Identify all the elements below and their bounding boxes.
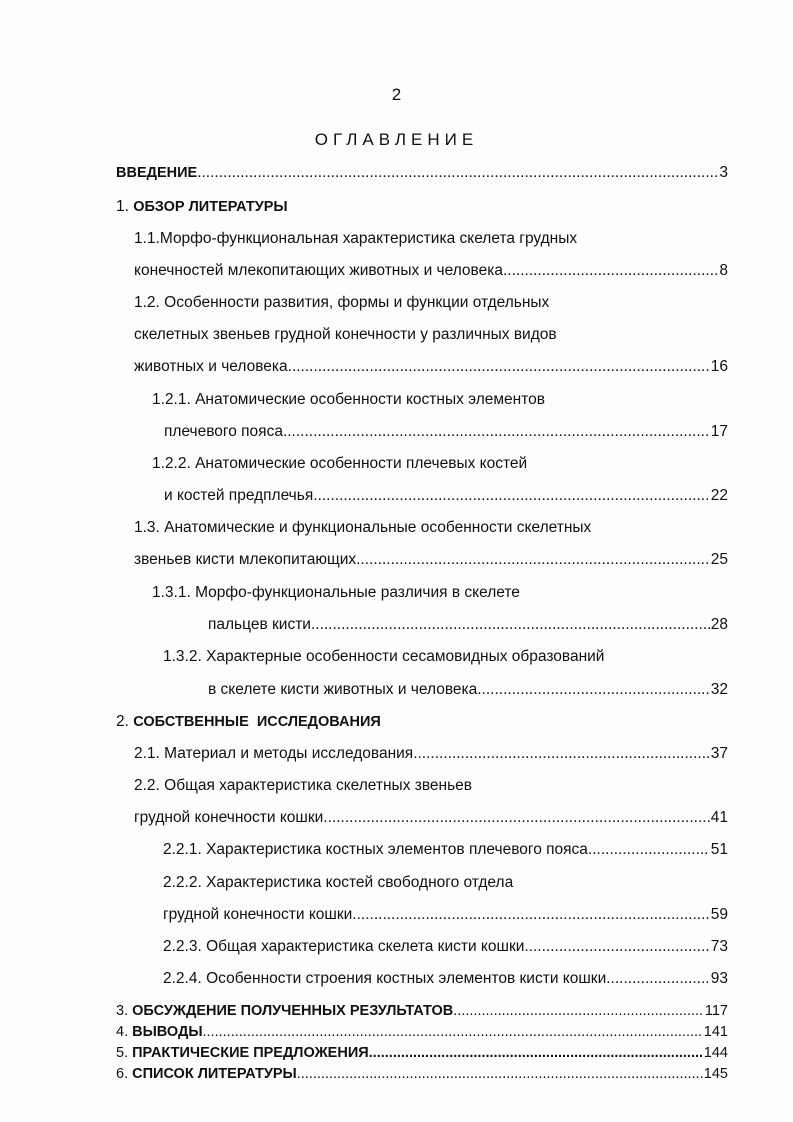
toc-entry-introduction [116, 164, 728, 182]
toc-leader-dots [197, 164, 718, 182]
toc-entry-page: 51 [710, 841, 728, 858]
toc-leader-dots [356, 551, 710, 569]
toc-leader-dots [477, 681, 710, 699]
toc-chapter-label: СОБСТВЕННЫЕ ИССЛЕДОВАНИЯ [133, 714, 381, 730]
toc-leader-dots [313, 487, 710, 505]
toc-section-2-2-line1: 2.2. Общая характеристика скелетных звеньев [134, 777, 473, 794]
toc-entry-label: звеньев кисти млекопитающих [134, 551, 357, 568]
toc-chapter-4 [116, 1024, 728, 1040]
toc-entry-label: ВЫВОДЫ [132, 1024, 203, 1040]
toc-leader-dots [606, 970, 710, 988]
toc-chapter-prefix: 4. [116, 1024, 133, 1040]
toc-entry-label: животных и человека [134, 358, 288, 375]
toc-entry-page: 25 [710, 551, 728, 568]
toc-entry-page: 37 [710, 745, 728, 762]
toc-entry-page: 144 [703, 1045, 728, 1061]
toc-entry-label: и костей предплечья [164, 487, 314, 504]
toc-entry-page: 93 [710, 970, 728, 987]
toc-entry-label: грудной конечности кошки [163, 906, 353, 923]
toc-leader-dots [311, 616, 710, 634]
toc-chapter-3 [116, 1003, 728, 1019]
toc-entry-label: 2.1. Материал и методы исследования [134, 745, 414, 762]
toc-entry-label: ПРАКТИЧЕСКИЕ ПРЕДЛОЖЕНИЯ [132, 1045, 369, 1061]
toc-section-1-1 [134, 262, 728, 280]
toc-chapter-label: ОБЗОР ЛИТЕРАТУРЫ [133, 199, 288, 215]
toc-leader-dots [588, 841, 710, 859]
toc-entry-page: 41 [710, 809, 728, 826]
toc-leader-dots [453, 1003, 704, 1019]
toc-section-1-1-line1: 1.1.Морфо-функциональная характеристика скелета грудных [134, 230, 578, 247]
toc-leader-dots [413, 745, 710, 763]
toc-subsection-1-3-2 [208, 681, 728, 699]
toc-subsection-2-2-2 [163, 906, 728, 924]
toc-leader-dots [323, 809, 709, 827]
page-number: 2 [391, 85, 402, 104]
toc-subsection-2-2-3 [163, 938, 728, 956]
toc-section-1-3 [134, 551, 728, 569]
toc-chapter-5 [116, 1045, 728, 1061]
toc-entry-page: 8 [719, 262, 728, 279]
toc-subsection-2-2-2-line1: 2.2.2. Характеристика костей свободного отдела [163, 874, 514, 891]
toc-leader-dots [369, 1045, 703, 1061]
toc-subsection-1-2-1-line1: 1.2.1. Анатомические особенности костных элементов [152, 391, 546, 408]
toc-subsection-1-2-1 [164, 423, 728, 441]
toc-section-1-2-line2: скелетных звеньев грудной конечности у различных видов [134, 326, 557, 343]
toc-entry-page: 17 [710, 423, 728, 440]
toc-subsection-1-3-1 [208, 616, 728, 634]
toc-entry-page: 73 [710, 938, 728, 955]
toc-chapter-prefix: 2. [116, 713, 134, 730]
toc-leader-dots [503, 262, 718, 280]
toc-section-2-1 [134, 745, 728, 763]
toc-entry-label: 2.2.3. Общая характеристика скелета кисти кошки [163, 938, 525, 955]
toc-entry-page: 32 [710, 681, 728, 698]
toc-section-1-2-line1: 1.2. Особенности развития, формы и функции отдельных [134, 294, 550, 311]
toc-entry-label: ОБСУЖДЕНИЕ ПОЛУЧЕННЫХ РЕЗУЛЬТАТОВ [132, 1003, 454, 1019]
toc-chapter-1 [116, 198, 288, 216]
toc-entry-page: 28 [710, 616, 728, 633]
toc-entry-page: 22 [710, 487, 728, 504]
toc-subsection-1-2-2-line1: 1.2.2. Анатомические особенности плечевых костей [152, 455, 528, 472]
toc-chapter-prefix: 3. [116, 1003, 133, 1019]
toc-subsection-1-3-2-line1: 1.3.2. Характерные особенности сесамовидных образований [163, 648, 605, 665]
toc-leader-dots [283, 423, 710, 441]
toc-chapter-prefix: 6. [116, 1066, 133, 1082]
toc-subsection-2-2-4 [163, 970, 728, 988]
toc-chapter-prefix: 1. [116, 198, 134, 215]
toc-entry-label: плечевого пояса [164, 423, 283, 440]
toc-entry-label: ВВЕДЕНИЕ [116, 165, 198, 181]
toc-entry-label: 2.2.4. Особенности строения костных элементов кисти кошки [163, 970, 607, 987]
toc-entry-label: пальцев кисти [208, 616, 311, 633]
toc-section-1-2 [134, 358, 728, 376]
toc-subsection-2-2-1 [163, 841, 728, 859]
toc-subsection-1-2-2 [164, 487, 728, 505]
toc-chapter-prefix: 5. [116, 1045, 133, 1061]
toc-entry-page: 16 [710, 358, 728, 375]
toc-subsection-1-3-1-line1: 1.3.1. Морфо-функциональные различия в скелете [152, 584, 520, 601]
toc-entry-page: 145 [703, 1066, 728, 1082]
toc-entry-label: СПИСОК ЛИТЕРАТУРЫ [132, 1066, 297, 1082]
toc-entry-page: 3 [719, 164, 728, 181]
toc-entry-label: в скелете кисти животных и человека [208, 681, 478, 698]
toc-entry-page: 117 [704, 1003, 728, 1019]
toc-section-2-2 [134, 809, 728, 827]
toc-title: ОГЛАВЛЕНИЕ [314, 130, 479, 149]
toc-entry-page: 59 [710, 906, 728, 923]
toc-entry-label: конечностей млекопитающих животных и человека [134, 262, 503, 279]
toc-leader-dots [524, 938, 709, 956]
toc-leader-dots [352, 906, 709, 924]
toc-leader-dots [288, 358, 710, 376]
toc-section-1-3-line1: 1.3. Анатомические и функциональные особенности скелетных [134, 519, 592, 536]
toc-entry-label: грудной конечности кошки [134, 809, 324, 826]
toc-entry-page: 141 [703, 1024, 728, 1040]
toc-leader-dots [297, 1066, 703, 1082]
toc-leader-dots [203, 1024, 703, 1040]
toc-entry-label: 2.2.1. Характеристика костных элементов плечевого пояса [163, 841, 588, 858]
toc-chapter-6 [116, 1066, 728, 1082]
toc-chapter-2 [116, 713, 381, 731]
